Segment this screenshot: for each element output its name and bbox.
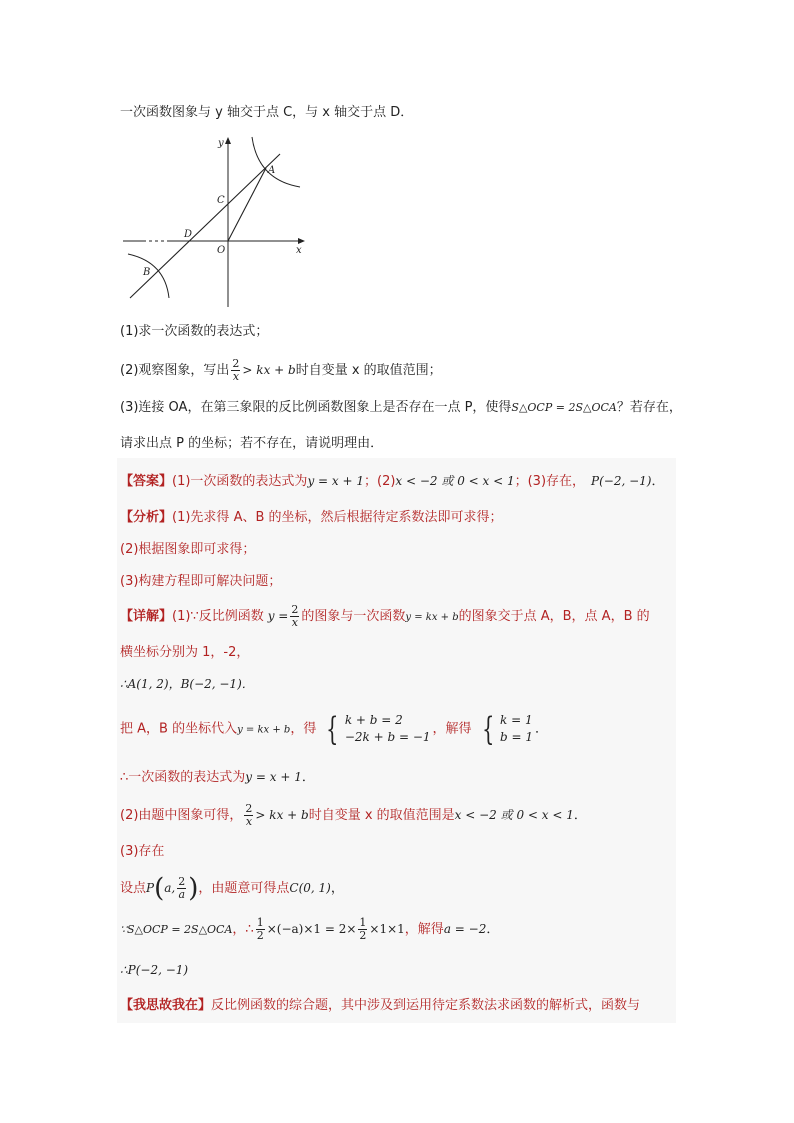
hyperbola-branch-1 [252,137,300,187]
detail-line-6: (2)由题中图象可得， $\frac{2}{x}$ > kx + b时自变量 x 的取值范围是x < −2 或 0 < x < 1． [120,802,587,828]
question-3-line2: 请求出点 P 的坐标；若不存在，请说明理由． [120,436,384,451]
question-2: (2)观察图象，写出 $\frac{2}{x}$ > kx + b时自变量 x 的取值范围； [120,357,442,383]
label-y: y [218,138,224,149]
function-graph [118,132,308,312]
detail-line-8: 设点P(a, $\frac{2}{a}$ )，由题意可得点C(0, 1)， [120,873,344,904]
detail-line-4: 把 A，B 的坐标代入y = kx + b，得 { k + b = 2 −2k + b = −1 ，解得 { k = 1 b = 1 ． [120,710,549,748]
label-D: D [184,229,193,240]
question-3: (3)连接 OA，在第三象限的反比例函数图象上是否存在一点 P，使得S△OCP = 2S△OCA？若存在， [120,400,682,415]
detail-line-5: ∴一次函数的表达式为y = x + 1． [120,770,315,785]
x-axis-arrow [298,238,305,244]
analysis-line-1: 【分析】(1)先求得 A、B 的坐标，然后根据待定系数法即可求得； [120,510,503,525]
detail-line-9: ∵S△OCP = 2S△OCA，∴ $\frac{1}{2}$ ×(−a)×1 = 2× $\frac{1}{2}$ ×1×1，解得a = −2． [120,916,500,942]
label-O: O [217,245,226,256]
detail-line-3: ∴A(1, 2)，B(−2, −1)． [120,677,254,691]
label-B: B [143,267,151,278]
answer-line: 【答案】(1)一次函数的表达式为y = x + 1；(2)x < −2 或 0 < x < 1；(3)存在， P(−2, −1)． [120,474,665,489]
label-x: x [296,245,302,256]
detail-line-7: (3)存在 [120,844,165,859]
detail-line-2: 横坐标分别为 1，-2， [120,645,250,660]
detail-line-1: 【详解】(1)∵反比例函数 y = $\frac{2}{x}$ 的图象与一次函数y = kx + b的图象交于点 A，B，点 A，B 的 [120,603,650,629]
question-1: (1)求一次函数的表达式； [120,324,269,339]
y-axis-arrow [225,137,231,144]
linear-line [130,154,280,298]
intro-text: 一次函数图象与 y 轴交于点 C，与 x 轴交于点 D． [120,105,414,120]
equation-system-2: { k = 1 b = 1 [481,710,534,748]
detail-line-10: ∴P(−2, −1) [120,963,189,977]
analysis-line-2: (2)根据图象即可求得； [120,542,256,557]
segment-OA [228,168,266,241]
equation-system-1: { k + b = 2 −2k + b = −1 [326,710,431,748]
analysis-line-3: (3)构建方程即可解决问题； [120,574,282,589]
reflection-line: 【我思故我在】反比例函数的综合题，其中涉及到运用待定系数法求函数的解析式，函数与 [120,998,641,1013]
label-C: C [217,195,225,206]
label-A: A [268,165,276,176]
